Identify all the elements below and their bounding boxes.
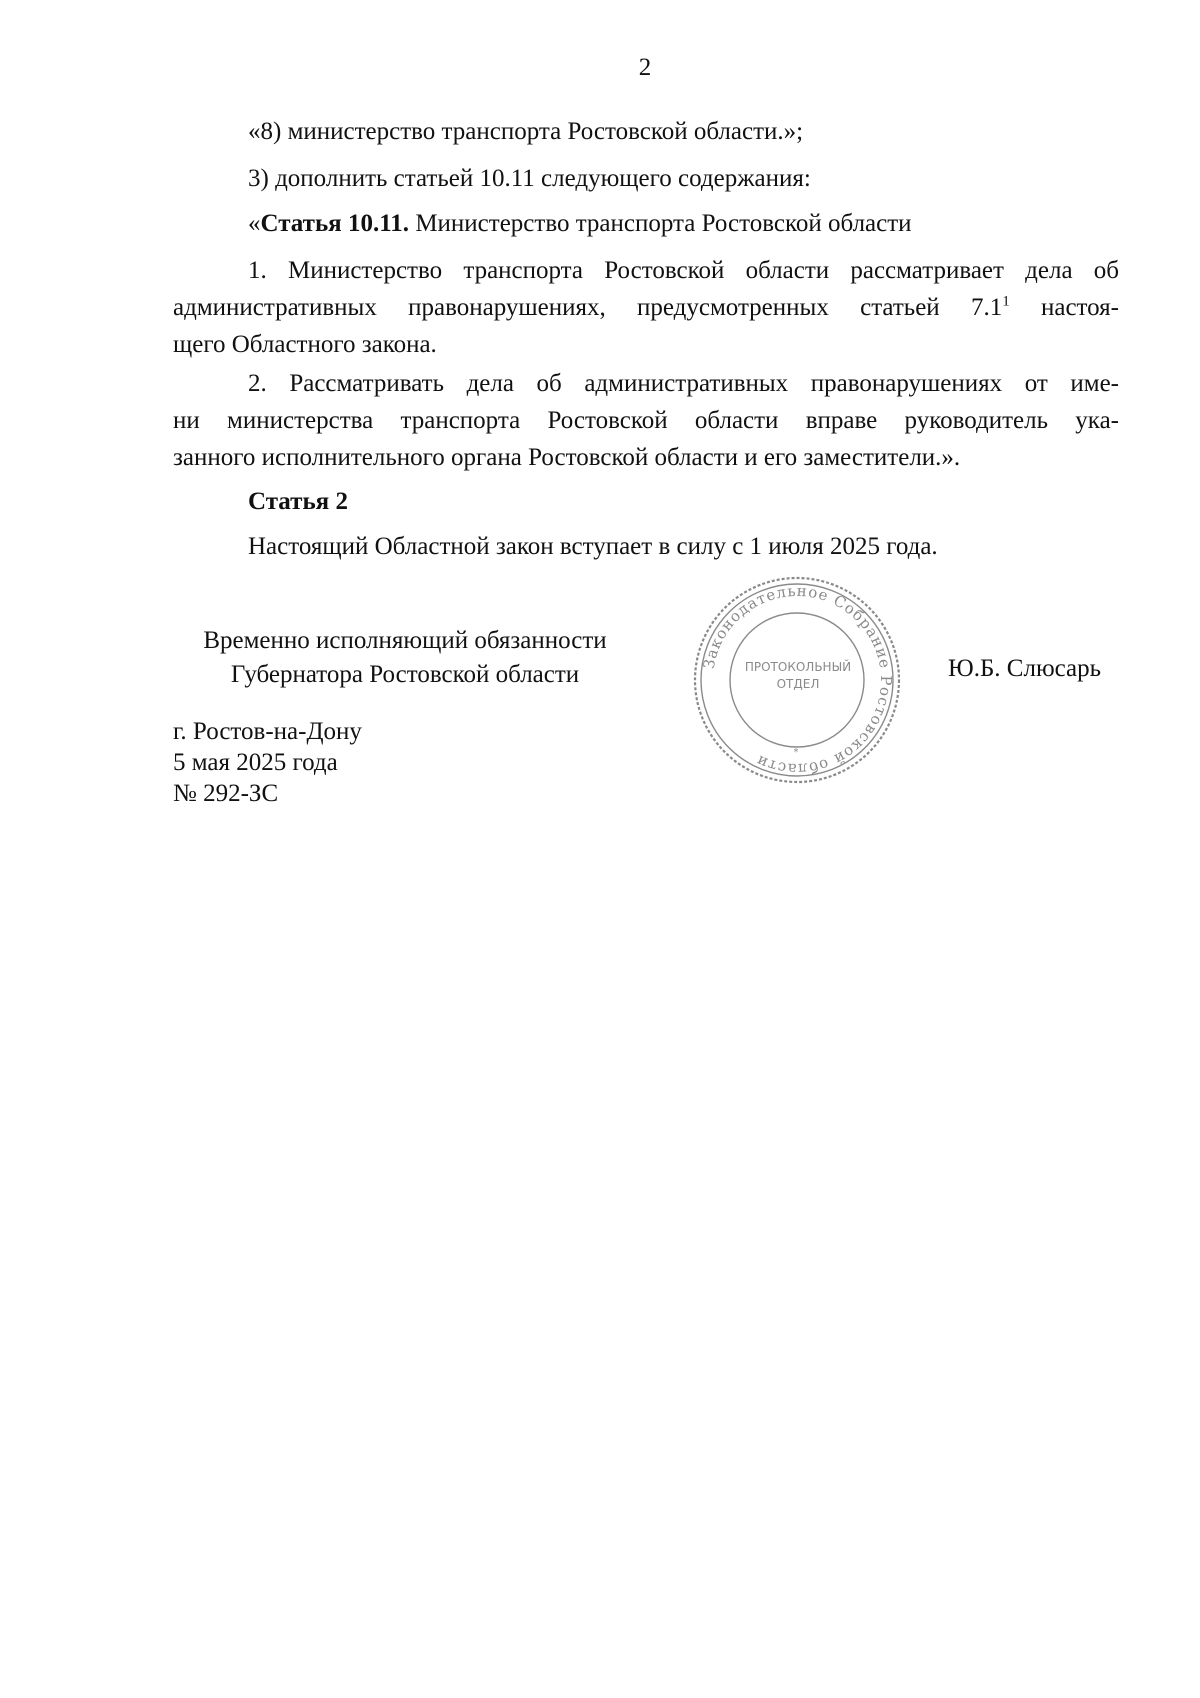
place-date-number	[173, 716, 362, 809]
amendment-line-3: 3) дополнить статьей 10.11 следующего содержания:	[248, 165, 811, 192]
date: 5 мая 2025 года	[173, 749, 338, 776]
para2-line1	[173, 365, 1119, 402]
para1-line2-tail: настоя-	[1009, 294, 1119, 321]
official-seal-stamp	[690, 573, 904, 787]
para1-line2-text: административных правонарушениях, предусмотренных статьей 7.1	[173, 294, 1003, 321]
para1-line1	[173, 252, 1119, 289]
para2-line2: ни министерства транспорта Ростовской области вправе руководитель ука-	[173, 407, 1119, 434]
para2-line1-text: 2. Рассматривать дела об административных правонарушениях от име-	[248, 370, 1119, 397]
seal-ring-text: Законодательное Собрание Ростовской области	[699, 581, 896, 779]
signatory-name: Ю.Б. Слюсарь	[948, 655, 1102, 682]
seal-center-line1: ПРОТОКОЛЬНЫЙ	[744, 660, 852, 674]
signatory-title-line1: Временно исполняющий обязанности	[203, 627, 607, 654]
article-1011-label: Статья 10.11.	[260, 210, 410, 237]
para1-line3: щего Областного закона.	[173, 331, 437, 358]
article-2-heading	[248, 488, 348, 516]
article-1011-title: Министерство транспорта Ростовской области	[409, 210, 912, 237]
city: г. Ростов-на-Дону	[173, 718, 362, 745]
page-number: 2	[638, 54, 652, 81]
para1-line1-text: 1. Министерство транспорта Ростовской области рассматривает дела об	[248, 257, 1119, 284]
seal-center-line2: ОТДЕЛ	[776, 677, 820, 691]
article-2-heading-text: Статья 2	[248, 488, 348, 515]
signatory-title	[170, 624, 640, 692]
para2-line3: занного исполнительного органа Ростовской области и его заместители.».	[173, 444, 961, 471]
article-1011-open-quote: «	[248, 210, 261, 237]
para1-superscript: 1	[1002, 293, 1010, 310]
amendment-line-8: «8) министерство транспорта Ростовской области.»;	[248, 118, 804, 145]
signatory-title-line2: Губернатора Ростовской области	[230, 661, 580, 688]
para1-line2	[173, 289, 1119, 326]
article-2-text: Настоящий Областной закон вступает в силу с 1 июля 2025 года.	[248, 533, 938, 560]
seal-graphic	[690, 573, 904, 787]
law-number: № 292-ЗС	[173, 780, 279, 807]
article-1011-paragraph-1	[173, 252, 1119, 363]
article-1011-paragraph-2	[173, 365, 1119, 476]
seal-star: *	[793, 747, 799, 758]
article-1011-heading	[248, 210, 912, 238]
